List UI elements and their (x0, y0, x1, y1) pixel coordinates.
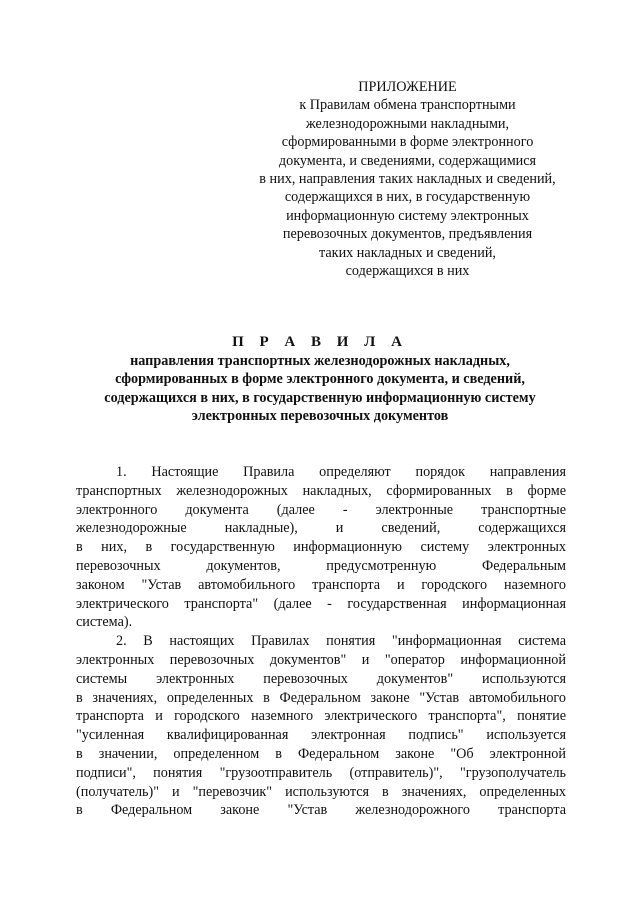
subtitle-line: электронных перевозочных документов (191, 408, 449, 425)
appendix-line: железнодорожными накладными, (305, 115, 510, 132)
paragraph-1-line: железнодорожные накладные), и сведений, содержащихся (76, 520, 566, 537)
paragraph-1-line: электрического транспорта" (далее - государственная информационная (76, 595, 566, 612)
paragraph-2-line: подписи", понятия "грузоотправитель (отправитель)", "грузополучатель (76, 764, 566, 781)
subtitle-line: сформированных в форме электронного документа, и сведений, (115, 371, 525, 388)
paragraph-2-line: электронных перевозочных документов" и "оператор информационной (76, 651, 566, 668)
rules-title: П Р А В И Л А (232, 334, 408, 350)
paragraph-1-line: система). (76, 614, 133, 631)
appendix-line: к Правилам обмена транспортными (299, 97, 516, 114)
paragraph-1-line: электронного документа (далее - электронные транспортные (76, 501, 566, 518)
paragraph-2-line: 2. В настоящих Правилах понятия "информационная система (116, 633, 566, 650)
appendix-line: ПРИЛОЖЕНИЕ (358, 79, 457, 95)
paragraph-1-line: законом "Устав автомобильного транспорта и городского наземного (76, 576, 566, 593)
subtitle-line: содержащихся в них, в государственную информационную систему (104, 389, 536, 406)
appendix-line: сформированными в форме электронного (281, 134, 534, 151)
appendix-line: содержащихся в них, в государственную (284, 189, 531, 206)
appendix-line: в них, направления таких накладных и сведений, (259, 171, 556, 188)
paragraph-2-line: в значениях, определенных в Федеральном законе "Устав автомобильного (76, 689, 566, 706)
appendix-line: информационную систему электронных (286, 207, 529, 224)
paragraph-2-line: в Федеральном законе "Устав железнодорожного транспорта (76, 802, 566, 819)
paragraph-2-line: в значении, определенном в Федеральном законе "Об электронной (76, 745, 566, 762)
paragraph-2-line: транспорта и городского наземного электрического транспорта", понятие (76, 708, 566, 725)
paragraph-2-line: системы электронных перевозочных документов" используются (76, 670, 566, 687)
body-text (76, 463, 566, 820)
paragraph-1-line: 1. Настоящие Правила определяют порядок направления (116, 464, 566, 480)
paragraph-1-line: перевозочных документов, предусмотренную Федеральным (76, 557, 566, 574)
rules-subtitle (70, 352, 570, 426)
paragraph-2-line: "усиленная квалифицированная электронная подпись" используется (76, 727, 566, 744)
appendix-line: содержащихся в них (345, 263, 470, 280)
appendix-header (240, 78, 575, 280)
appendix-line: перевозочных документов, предъявления (282, 226, 533, 243)
paragraph-1-line: в них, в государственную информационную систему электронных (76, 539, 566, 556)
appendix-line: документа, и сведениями, содержащимися (278, 152, 537, 169)
paragraph-1-line: транспортных железнодорожных накладных, сформированных в форме (76, 482, 566, 499)
paragraph-2-line: (получатель)" и "перевозчик" используются в значениях, определенных (76, 783, 566, 800)
subtitle-line: направления транспортных железнодорожных накладных, (130, 353, 510, 369)
appendix-line: таких накладных и сведений, (319, 244, 496, 261)
